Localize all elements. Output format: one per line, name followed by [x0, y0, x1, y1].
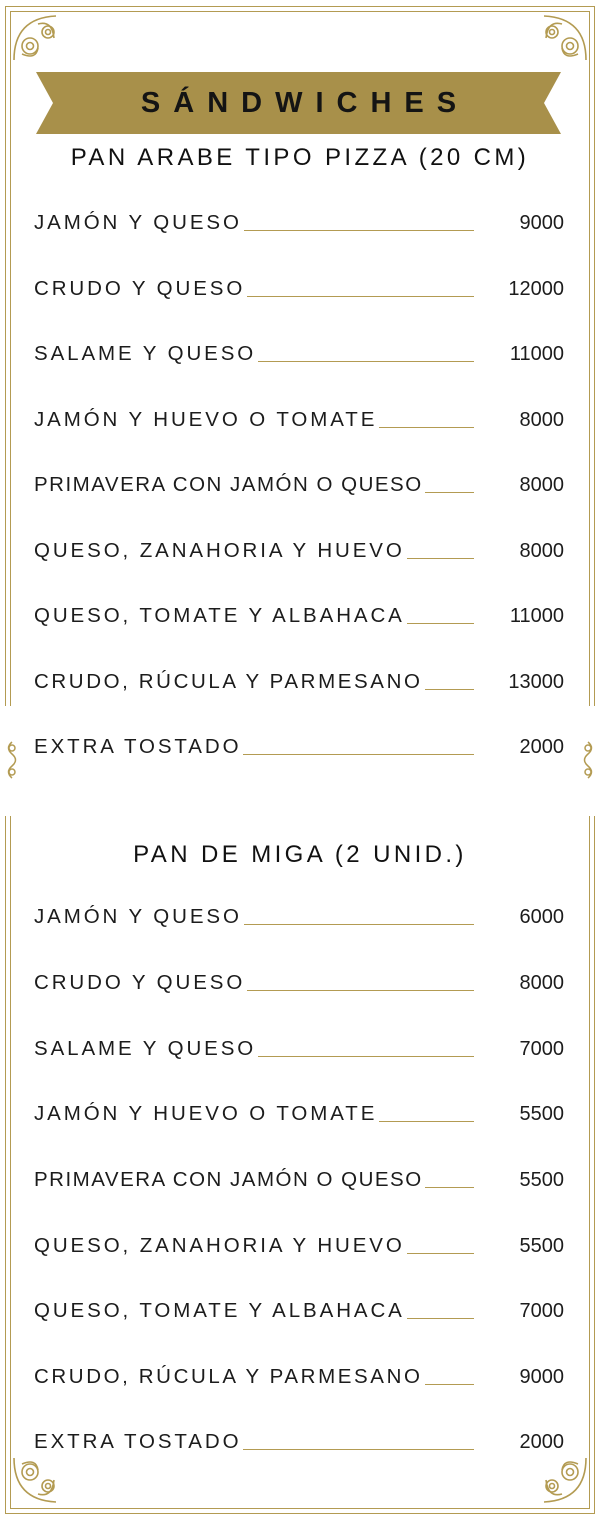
menu-item — [34, 1230, 564, 1260]
item-price: 9000 — [519, 1366, 564, 1388]
item-name: PRIMAVERA CON JAMÓN O QUESO — [34, 1168, 423, 1191]
section-title-pan-de-miga: PAN DE MIGA (2 UNID.) — [133, 841, 467, 868]
swirl-ornament-icon — [8, 1452, 64, 1508]
dotted-leader — [244, 924, 474, 925]
dotted-leader — [258, 361, 474, 362]
menu-item — [34, 731, 564, 761]
menu-item — [34, 901, 564, 931]
item-price: 12000 — [508, 278, 564, 300]
dotted-leader — [407, 1253, 474, 1254]
item-price: 11000 — [509, 343, 564, 365]
item-price: 2000 — [519, 1431, 564, 1453]
dotted-leader — [425, 492, 474, 493]
item-name: QUESO, TOMATE Y ALBAHACA — [34, 604, 405, 627]
menu-item — [34, 1164, 564, 1194]
menu-item — [34, 967, 564, 997]
dotted-leader — [379, 1121, 474, 1122]
item-price: 5500 — [519, 1103, 564, 1125]
menu-item — [34, 1033, 564, 1063]
item-price: 11000 — [509, 605, 564, 627]
dotted-leader — [243, 1449, 474, 1450]
item-name: CRUDO Y QUESO — [34, 277, 246, 300]
item-price: 8000 — [519, 474, 564, 496]
scroll-ornament-icon — [3, 740, 21, 780]
item-price: 6000 — [519, 906, 564, 928]
dotted-leader — [407, 1318, 474, 1319]
section-title-pan-arabe: PAN ARABE TIPO PIZZA (20 CM) — [70, 144, 530, 171]
header-banner — [36, 72, 561, 134]
item-name: JAMÓN Y HUEVO O TOMATE — [34, 408, 378, 431]
dotted-leader — [379, 427, 474, 428]
menu-item — [34, 666, 564, 696]
item-name: SALAME Y QUESO — [34, 1037, 257, 1060]
dotted-leader — [425, 1384, 474, 1385]
item-price: 9000 — [519, 212, 564, 234]
menu-item — [34, 273, 564, 303]
dotted-leader — [407, 558, 474, 559]
swirl-ornament-icon — [536, 10, 592, 66]
item-name: CRUDO Y QUESO — [34, 971, 246, 994]
menu-item — [34, 469, 564, 499]
item-price: 8000 — [519, 409, 564, 431]
item-price: 8000 — [519, 540, 564, 562]
dotted-leader — [244, 230, 474, 231]
menu-item — [34, 1361, 564, 1391]
dotted-leader — [425, 1187, 474, 1188]
frame-gap — [0, 706, 600, 816]
item-name: EXTRA TOSTADO — [34, 735, 242, 758]
item-price: 13000 — [508, 671, 564, 693]
item-name: EXTRA TOSTADO — [34, 1430, 242, 1453]
item-name: QUESO, TOMATE Y ALBAHACA — [34, 1299, 405, 1322]
swirl-ornament-icon — [536, 1452, 592, 1508]
page-title: SÁNDWICHES — [140, 87, 470, 119]
dotted-leader — [243, 754, 474, 755]
scroll-ornament-icon — [579, 740, 597, 780]
item-name: CRUDO, RÚCULA Y PARMESANO — [34, 1365, 423, 1388]
dotted-leader — [247, 990, 474, 991]
item-name: QUESO, ZANAHORIA Y HUEVO — [34, 1234, 405, 1257]
item-name: JAMÓN Y QUESO — [34, 211, 242, 234]
item-price: 7000 — [519, 1038, 564, 1060]
dotted-leader — [407, 623, 474, 624]
item-name: QUESO, ZANAHORIA Y HUEVO — [34, 539, 405, 562]
item-price: 7000 — [519, 1300, 564, 1322]
menu-item — [34, 600, 564, 630]
swirl-ornament-icon — [8, 10, 64, 66]
menu-item — [34, 338, 564, 368]
item-price: 5500 — [519, 1169, 564, 1191]
menu-item — [34, 1098, 564, 1128]
item-price: 5500 — [519, 1235, 564, 1257]
menu-item — [34, 1295, 564, 1325]
item-name: JAMÓN Y HUEVO O TOMATE — [34, 1102, 378, 1125]
item-price: 2000 — [519, 736, 564, 758]
menu-item — [34, 535, 564, 565]
dotted-leader — [247, 296, 474, 297]
item-name: CRUDO, RÚCULA Y PARMESANO — [34, 670, 423, 693]
item-name: PRIMAVERA CON JAMÓN O QUESO — [34, 473, 423, 496]
item-price: 8000 — [519, 972, 564, 994]
dotted-leader — [258, 1056, 474, 1057]
dotted-leader — [425, 689, 474, 690]
menu-item — [34, 404, 564, 434]
menu-item — [34, 207, 564, 237]
item-name: JAMÓN Y QUESO — [34, 905, 242, 928]
item-name: SALAME Y QUESO — [34, 342, 257, 365]
menu-item — [34, 1426, 564, 1456]
